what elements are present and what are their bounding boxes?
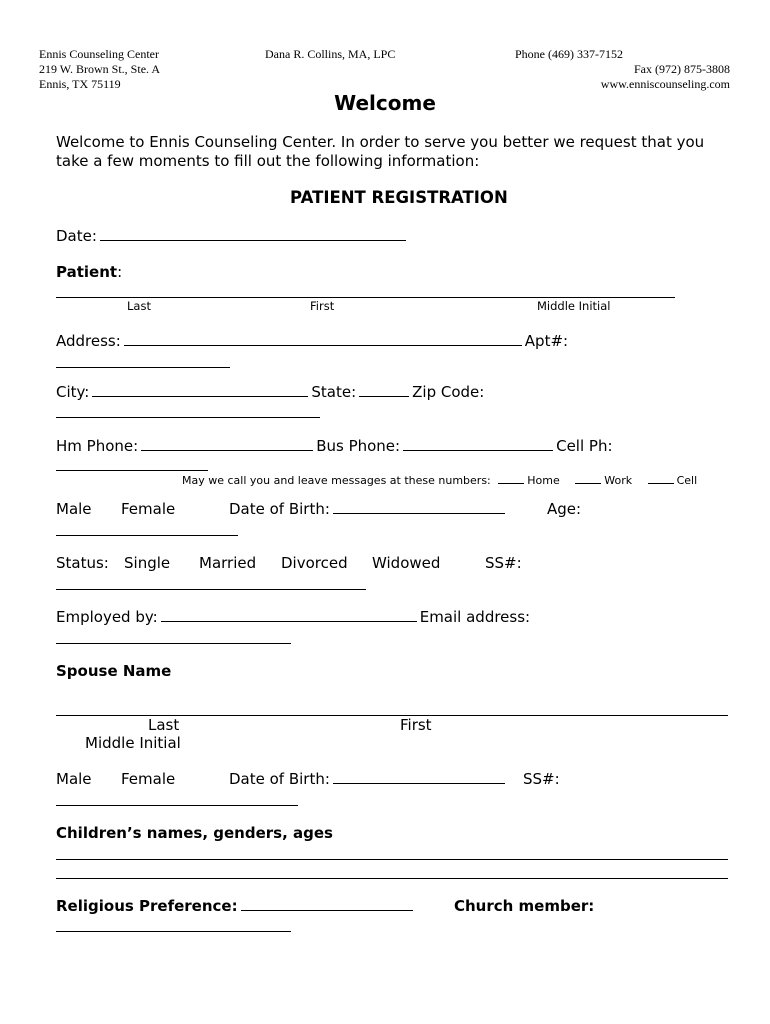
website: www.enniscounseling.com [600,77,730,91]
cell-ph-label: Cell Ph: [556,437,613,455]
hm-phone-field[interactable] [141,437,313,451]
ss-label: SS#: [485,554,522,572]
patient-middle-caption: Middle Initial [537,299,611,313]
patient-dob-row [229,500,508,518]
patient-label: Patient [56,263,118,281]
email-field[interactable] [56,643,291,644]
bus-phone-field[interactable] [403,437,553,451]
religious-preference-field[interactable] [241,897,413,911]
cell-checkbox[interactable] [648,473,674,484]
spouse-dob-field[interactable] [333,770,505,784]
work-label: Work [604,474,633,487]
may-call-text: May we call you and leave messages at these numbers: [182,474,491,487]
status-married-option[interactable]: Married [199,554,257,572]
spouse-ss-label: SS#: [523,770,560,788]
status-single-option[interactable]: Single [124,554,171,572]
status-label: Status: [56,554,109,572]
patient-first-caption: First [310,299,335,313]
center-street: 219 W. Brown St., Ste. A [39,62,161,76]
children-line-1[interactable] [56,859,728,860]
date-row [56,227,409,245]
intro-line-2: take a few moments to fill out the following information: [56,152,480,170]
home-label: Home [527,474,560,487]
form-title: PATIENT REGISTRATION [290,188,508,207]
apt-field[interactable] [56,367,230,368]
employment-row [56,608,530,626]
spouse-dob-label: Date of Birth: [229,770,330,788]
spouse-ss-field[interactable] [56,805,298,806]
message-permission-row [182,473,697,487]
employed-by-field[interactable] [161,608,417,622]
cell-ph-field[interactable] [56,470,208,471]
bus-phone-label: Bus Phone: [316,437,401,455]
spouse-female-option[interactable]: Female [121,770,176,788]
phone-row [56,437,613,455]
dob-label: Date of Birth: [229,500,330,518]
city-row [56,383,484,401]
center-name: Ennis Counseling Center [39,47,159,61]
patient-label-row [56,263,122,281]
dob-field[interactable] [333,500,505,514]
patient-last-caption: Last [127,299,151,313]
hm-phone-label: Hm Phone: [56,437,139,455]
fax-number: Fax (972) 875-3808 [634,62,730,76]
email-label: Email address: [419,608,531,626]
center-city-state-zip: Ennis, TX 75119 [39,77,121,91]
employed-by-label: Employed by: [56,608,158,626]
state-field[interactable] [359,383,409,397]
spouse-middle-caption: Middle Initial [85,734,181,752]
address-field[interactable] [124,332,522,346]
city-label: City: [56,383,90,401]
age-field[interactable] [56,535,238,536]
children-line-2[interactable] [56,878,728,879]
address-row [56,332,568,350]
status-divorced-option[interactable]: Divorced [281,554,348,572]
apt-label: Apt#: [524,332,569,350]
patient-colon: : [117,263,123,281]
age-label: Age: [547,500,582,518]
church-member-label: Church member: [454,897,595,915]
religious-preference-label: Religious Preference: [56,897,238,915]
city-field[interactable] [92,383,308,397]
zip-field[interactable] [56,417,320,418]
phone-number: Phone (469) 337-7152 [515,47,623,61]
children-heading: Children’s names, genders, ages [56,824,333,842]
status-widowed-option[interactable]: Widowed [372,554,441,572]
ss-field[interactable] [56,589,366,590]
welcome-title: Welcome [334,91,436,115]
patient-female-option[interactable]: Female [121,500,176,518]
patient-name-line[interactable] [56,297,675,298]
spouse-first-caption: First [400,716,432,734]
spouse-last-caption: Last [148,716,180,734]
zip-label: Zip Code: [412,383,485,401]
spouse-male-option[interactable]: Male [56,770,92,788]
date-label: Date: [56,227,97,245]
cell-label: Cell [676,474,698,487]
intro-line-1: Welcome to Ennis Counseling Center. In order to serve you better we request that you [56,133,705,151]
state-label: State: [311,383,357,401]
religious-preference-row [56,897,416,915]
home-checkbox[interactable] [498,473,524,484]
address-label: Address: [56,332,121,350]
work-checkbox[interactable] [575,473,601,484]
spouse-name-heading: Spouse Name [56,662,172,680]
date-field[interactable] [100,227,406,241]
provider-name: Dana R. Collins, MA, LPC [265,47,396,61]
spouse-dob-row [229,770,508,788]
church-member-field[interactable] [56,931,291,932]
patient-male-option[interactable]: Male [56,500,92,518]
